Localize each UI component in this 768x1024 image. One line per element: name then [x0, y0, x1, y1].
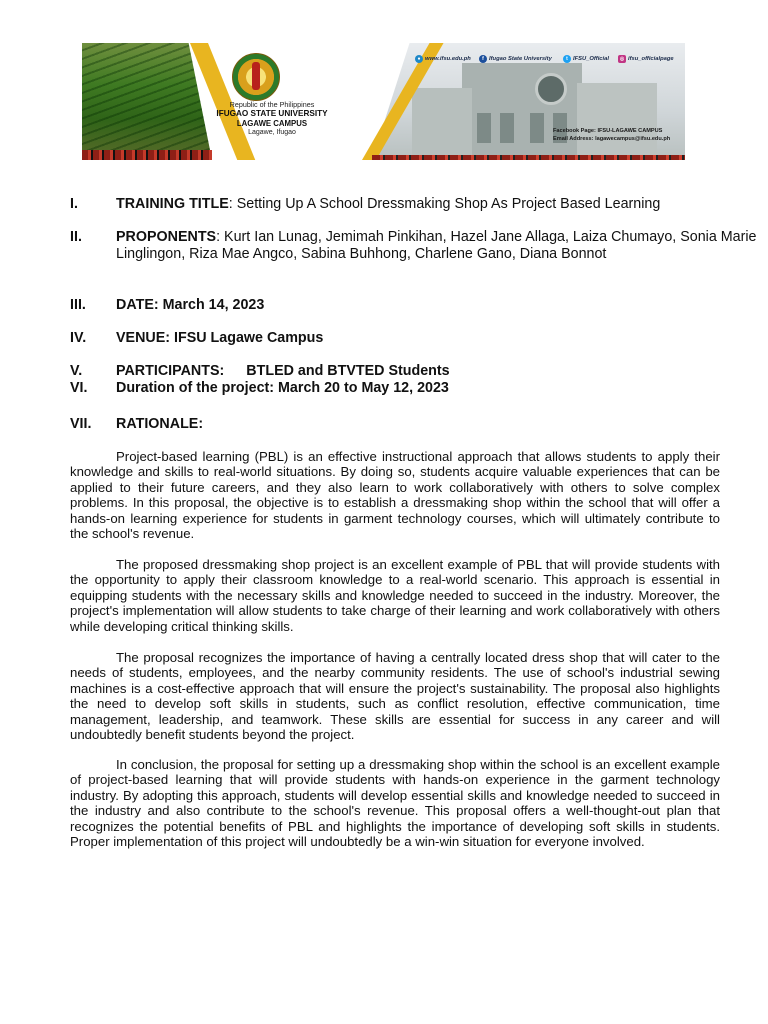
republic-line: Republic of the Philippines: [229, 100, 315, 109]
campus-name: LAGAWE CAMPUS: [236, 119, 308, 128]
rationale-paragraph: The proposal recognizes the importance of having a centrally located dress shop that will cater to the needs of students, employees, and the nearby community residents. The use of school's industrial sewing machines is a cost-effective approach that will ensure the project's sustainability. The proposal also highlights the need to develop soft skills in students, such as conflict resolution, effective communication, time management, leadership, and teamwork. These skills are essential for success in any career and will undoubtedly benefit students beyond the project.: [70, 650, 720, 743]
section-label: PARTICIPANTS:: [116, 363, 225, 379]
section-label: PROPONENTS: [116, 229, 217, 245]
section-number: VI.: [70, 380, 88, 396]
instagram-icon: ◎: [619, 56, 625, 62]
section-number: I.: [70, 196, 78, 212]
university-name: IFUGAO STATE UNIVERSITY: [216, 109, 328, 118]
woven-pattern-strip: [372, 155, 685, 160]
facebook-icon: f: [479, 55, 487, 63]
section-number: IV.: [70, 330, 87, 346]
section-text: VENUE: IFSU Lagawe Campus: [116, 330, 324, 346]
section-label: TRAINING TITLE: [116, 196, 229, 212]
section-text: RATIONALE:: [116, 416, 204, 432]
building-emblem: [535, 73, 567, 105]
rationale-paragraph: In conclusion, the proposal for setting up a dressmaking shop within the school is an excellent example of project-based learning that will provide students with hands-on experience in the garment technology industry. By adopting this approach, students will develop essential skills and knowledge needed to succeed in the industry and also contribute to the school's revenue. This proposal offers a well-thought-out plan that recognizes the potential benefits of PBL and highlights the importance of developing soft skills in students. Proper implementation of this project will undoubtedly be a win-win situation for everyone involved.: [70, 757, 720, 850]
social-instagram[interactable]: ◎ ifsu_officialpage: [619, 56, 674, 62]
section-text: Duration of the project: March 20 to May 12, 2023: [116, 380, 449, 396]
section-number: III.: [70, 297, 86, 313]
email-address-text: Email Address: lagawecampus@ifsu.edu.ph: [553, 136, 671, 142]
section-text: DATE: March 14, 2023: [116, 297, 265, 313]
section-value: BTLED and BTVTED Students: [246, 363, 450, 379]
rationale-paragraph: Project-based learning (PBL) is an effective instructional approach that allows students to apply their knowledge and skills to real-world situations. By doing so, students acquire valuable experiences that can be applied to their future careers, and they also learn to work collaboratively with others to solve complex problems. In this proposal, the objective is to establish a dressmaking shop within the school that will offer a hands-on learning experience for students in garment technology courses, which will ultimately contribute to the school's revenue.: [70, 449, 720, 542]
campus-location: Lagawe, Ifugao: [248, 129, 296, 136]
header-banner: [82, 43, 685, 160]
globe-icon: ●: [415, 55, 423, 63]
section-number: II.: [70, 229, 82, 245]
section-number: V.: [70, 363, 83, 379]
section-value: : Kurt Ian Lunag, Jemimah Pinkihan, Hazel Jane Allaga, Laiza Chumayo, Sonia Marie Linglingon, Riza Mae Angco, Sabina Buhhong, Charlene Gano, Diana Bonnot: [116, 229, 757, 262]
rationale-paragraph: The proposed dressmaking shop project is an excellent example of PBL that will provide students with the opportunity to apply their classroom knowledge to a real-world scenario. This approach is essential in equipping students with the necessary skills and knowledge needed to succeed in the industry. Moreover, the project's implementation will allow students to take charge of their learning and work collaboratively with others while developing critical thinking skills.: [70, 557, 720, 634]
social-twitter[interactable]: t IFSU_Official: [563, 54, 609, 64]
university-seal-logo: [232, 53, 280, 101]
facebook-page-text: Facebook Page: IFSU-LAGAWE CAMPUS: [553, 128, 663, 134]
section-value: : Setting Up A School Dressmaking Shop As Project Based Learning: [228, 196, 661, 212]
twitter-icon: t: [563, 55, 571, 63]
social-website[interactable]: ● www.ifsu.edu.ph: [415, 54, 471, 64]
social-facebook[interactable]: f Ifugao State University: [479, 54, 552, 64]
woven-pattern-strip: [82, 150, 212, 160]
section-number: VII.: [70, 416, 92, 432]
